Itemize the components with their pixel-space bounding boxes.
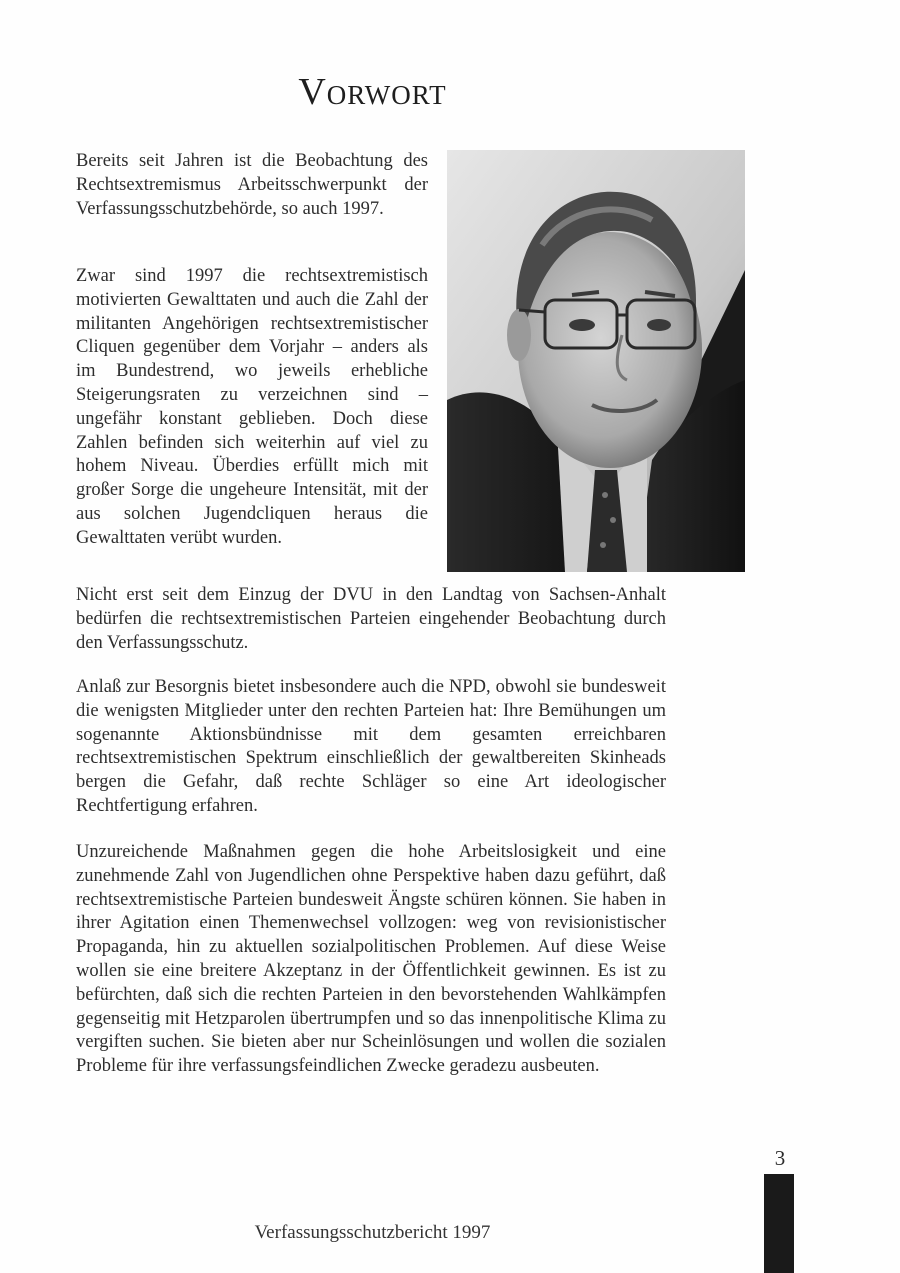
page-number: 3 bbox=[774, 1146, 786, 1170]
paragraph-1 bbox=[76, 150, 428, 221]
portrait-photo bbox=[447, 150, 745, 572]
paragraph-5 bbox=[76, 841, 666, 1079]
page-title: Vorwort bbox=[298, 71, 447, 113]
paragraph-2-text: Zwar sind 1997 die rechtsextremistisch motivierten Gewalttaten und auch die Zahl der militanten Angehörigen rechtsextremistischer Cliquen gegenüber dem Vorjahr – anders als im Bundestrend, wo jeweils erhebliche Steigerungsraten zu verzeichnen sind – ungefähr konstant geblieben. Doch diese Zahlen befinden sich weiterhin auf viel zu hohem Niveau. Überdies erfüllt mich mit großer Sorge die ungeheure Intensität, mit der aus solchen Jugendcliquen heraus die Gewalttaten verübt wurden. bbox=[76, 266, 428, 548]
paragraph-1-text: Bereits seit Jahren ist die Beobachtung des Rechtsextremismus Arbeitsschwerpunkt der Verfassungsschutzbehörde, so auch 1997. bbox=[76, 151, 428, 219]
paragraph-2 bbox=[76, 265, 428, 551]
page-footer: Verfassungsschutzbericht 1997 bbox=[254, 1222, 491, 1243]
paragraph-3-text: Nicht erst seit dem Einzug der DVU in den Landtag von Sachsen-Anhalt bedürfen die rechtsextremistischen Parteien eingehender Beobachtung durch den Verfassungsschutz. bbox=[76, 585, 666, 653]
paragraph-4-text: Anlaß zur Besorgnis bietet insbesondere auch die NPD, obwohl sie bundesweit die wenigsten Mitglieder unter den rechten Parteien hat: Ihre Bemühungen um sogenannte Aktionsbündnisse mit dem gesamten erreichbaren rechtsextremistischen Spektrum einschließlich der gewaltbereiten Skinheads bergen die Gefahr, daß rechte Schläger so eine Art ideologischer Rechtfertigung erfahren. bbox=[76, 677, 666, 816]
paragraph-4 bbox=[76, 676, 666, 819]
paragraph-3 bbox=[76, 584, 666, 655]
paragraph-5-text: Unzureichende Maßnahmen gegen die hohe Arbeitslosigkeit und eine zunehmende Zahl von Jugendlichen ohne Perspektive haben dazu geführt, daß rechtsextremistische Parteien bundesweit Ängste schüren können. Sie haben in ihrer Agitation einen Themenwechsel vollzogen: weg von revisionistischer Propaganda, hin zu aktuellen sozialpolitischen Problemen. Auf diese Weise wollen sie eine breitere Akzeptanz in der Öffentlichkeit gewinnen. Es ist zu befürchten, daß sich die rechten Parteien in den bevorstehenden Wahlkämpfen gegenseitig mit Hetzparolen übertrumpfen und so das innenpolitische Klima zu vergiften suchen. Sie bieten aber nur Scheinlösungen und wollen die sozialen Probleme für ihre verfassungsfeindlichen Zwecke geradezu ausbeuten. bbox=[76, 842, 666, 1077]
page-edge-tab bbox=[764, 1174, 794, 1273]
portrait-illustration bbox=[447, 150, 745, 572]
